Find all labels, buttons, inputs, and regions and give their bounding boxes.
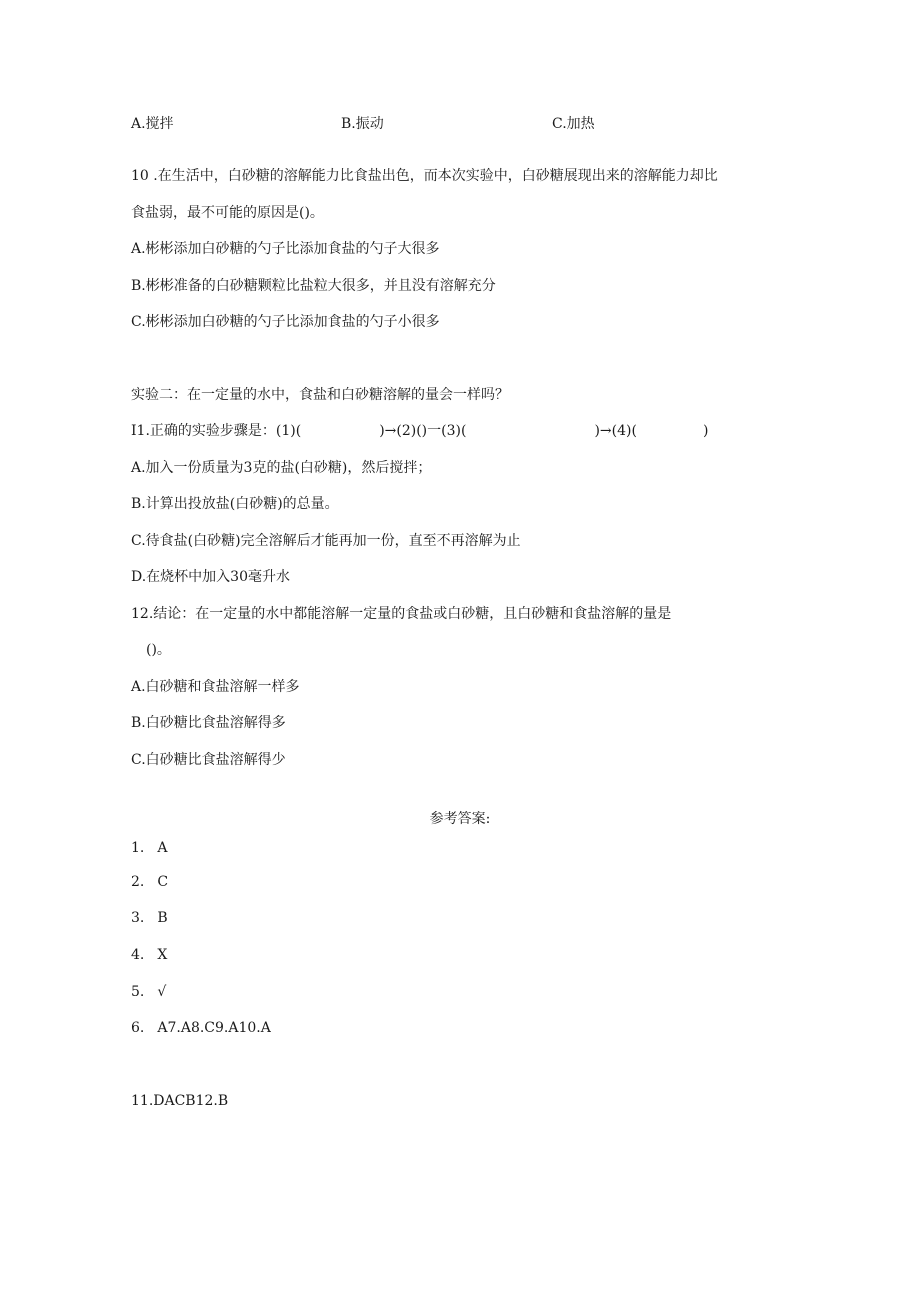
q12-option-c: C.白砂糖比食盐溶解得少 [131, 752, 286, 768]
q12-option-b: B.白砂糖比食盐溶解得多 [131, 715, 286, 731]
answer-row [131, 982, 166, 1002]
q11-stem-part3: )→(4)( [594, 423, 637, 439]
answer-value: √ [157, 984, 167, 1000]
q10-option-c: C.彬彬添加白砂糖的勺子比添加食盐的勺子小很多 [131, 314, 440, 330]
answer-row [131, 838, 167, 858]
q12-option-a: A.白砂糖和食盐溶解一样多 [131, 679, 300, 695]
answer-number: 2. [131, 874, 145, 890]
answers-title: 参考答案: [429, 811, 491, 827]
q10-stem-line2: 食盐弱，最不可能的原因是()。 [131, 205, 324, 221]
q9-option-c: C.加热 [552, 116, 595, 132]
answer-value: X [157, 947, 168, 963]
q9-option-b: B.振动 [341, 116, 384, 132]
answer-row [131, 1018, 271, 1038]
q10-option-b: B.彬彬准备的白砂糖颗粒比盐粒大很多，并且没有溶解充分 [131, 278, 496, 294]
q11-option-d: D.在烧杯中加入30毫升水 [131, 569, 290, 585]
answer-number: 5. [131, 984, 145, 1000]
answer-last-row: 11.DACB12.B [131, 1093, 229, 1109]
answer-row [131, 872, 168, 892]
answer-value: C [157, 874, 169, 890]
q11-stem-part1: I1.正确的实验步骤是：(1)( [131, 423, 302, 439]
q11-stem-part2: )→(2)()一(3)( [379, 423, 467, 439]
answer-number: 6. [131, 1020, 145, 1036]
q11-stem-part4: ) [702, 423, 709, 439]
q10-option-a: A.彬彬添加白砂糖的勺子比添加食盐的勺子大很多 [131, 241, 440, 257]
q9-option-a: A.搅拌 [131, 116, 174, 132]
answer-value: A [157, 840, 168, 856]
answer-value: B [157, 910, 168, 926]
answer-row [131, 908, 168, 928]
answer-number: 1. [131, 840, 145, 856]
q12-stem-line1: 12.结论：在一定量的水中都能溶解一定量的食盐或白砂糖，且白砂糖和食盐溶解的量是 [131, 606, 672, 622]
q11-option-c: C.待食盐(白砂糖)完全溶解后才能再加一份，直至不再溶解为止 [131, 533, 521, 549]
answer-number: 3. [131, 910, 145, 926]
experiment-2-title: 实验二：在一定量的水中，食盐和白砂糖溶解的量会一样吗？ [131, 387, 509, 403]
answer-value: A7.A8.C9.A10.A [157, 1020, 271, 1036]
q11-stem [131, 421, 708, 441]
q10-stem-line1: 10 .在生活中，白砂糖的溶解能力比食盐出色，而本次实验中，白砂糖展现出来的溶解能力却比 [131, 168, 718, 184]
q11-option-b: B.计算出投放盐(白砂糖)的总量。 [131, 496, 339, 512]
answer-row [131, 945, 167, 965]
answer-number: 4. [131, 947, 145, 963]
q11-option-a: A.加入一份质量为3克的盐(白砂糖)，然后搅拌； [131, 460, 432, 476]
q12-stem-line2: ()。 [146, 642, 171, 658]
